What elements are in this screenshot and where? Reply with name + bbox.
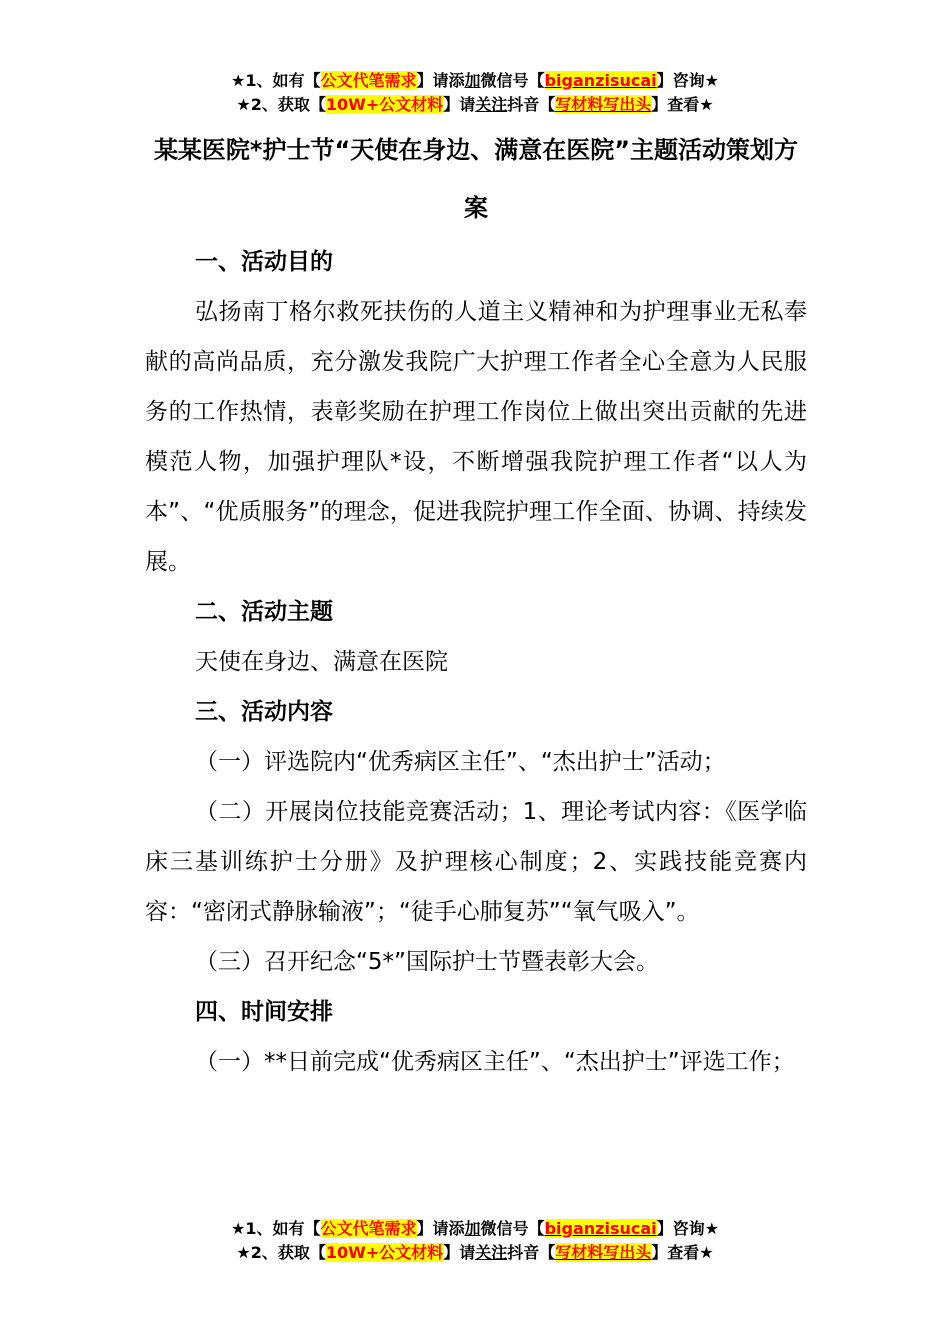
promo-line-2: [0, 1241, 950, 1265]
promo-highlight: 10W+公文材料: [325, 1243, 444, 1262]
promo-text: ★1、如有【: [231, 71, 321, 90]
promo-text: 】请添: [416, 71, 465, 90]
promo-text: ★1、如有【: [231, 1219, 321, 1238]
promo-text: ★2、获取【: [236, 95, 326, 114]
promo-line-1: [0, 1217, 950, 1241]
section-paragraph: 弘扬南丁格尔救死扶伤的人道主义精神和为护理事业无私奉献的高尚品质，充分激发我院广大护理工作者全心全意为人民服务的工作热情，表彰奖励在护理工作岗位上做出突出贡献的先进模范人物，加强护理队*设，不断增强我院护理工作者“以人为本”、“优质服务”的理念，促进我院护理工作全面、协调、持续发展。: [145, 299, 807, 575]
wechat-id: biganzisucai: [544, 71, 657, 90]
promo-underlined: 关注: [475, 1243, 508, 1262]
promo-text: 】请添: [416, 1219, 465, 1238]
promo-banner-bottom: [0, 1217, 950, 1265]
promo-text: ★2、获取【: [236, 1243, 326, 1262]
douyin-account: 写材料写出头: [555, 95, 652, 114]
promo-text: 】咨询★: [656, 1219, 719, 1238]
section-paragraph: 天使在身边、满意在医院: [195, 649, 448, 675]
section-heading: 二、活动主题: [195, 599, 333, 625]
promo-banner-top: [0, 69, 950, 117]
promo-underlined: 关注: [475, 95, 508, 114]
section-paragraph: （二）开展岗位技能竞赛活动；1、理论考试内容：《医学临床三基训练护士分册》及护理核心制度；2、实践技能竞赛内容：“密闭式静脉输液”；“徒手心肺复苏”“氧气吸入”。: [145, 799, 807, 925]
section-paragraph: （三）召开纪念“5*”国际护士节暨表彰大会。: [195, 949, 659, 975]
promo-text: 】咨询★: [656, 71, 719, 90]
wechat-id: biganzisucai: [544, 1219, 657, 1238]
section-paragraph: （一）评选院内“优秀病区主任”、“杰出护士”活动；: [195, 749, 726, 775]
promo-underlined: 加: [464, 71, 481, 90]
promo-line-1: [0, 69, 950, 93]
promo-text: 】查看★: [651, 1243, 714, 1262]
section-heading: 四、时间安排: [195, 999, 333, 1025]
promo-text: 抖音【: [507, 95, 556, 114]
promo-text: 】请: [443, 1243, 476, 1262]
promo-line-2: [0, 93, 950, 117]
promo-text: 抖音【: [507, 1243, 556, 1262]
section-heading: 三、活动内容: [195, 699, 333, 725]
promo-underlined: 加: [464, 1219, 481, 1238]
promo-text: 】请: [443, 95, 476, 114]
document-body: [145, 121, 807, 1087]
promo-highlight: 公文代笔需求: [320, 1219, 417, 1238]
section-heading: 一、活动目的: [195, 249, 333, 275]
promo-text: 微信号【: [480, 71, 545, 90]
promo-highlight: 公文代笔需求: [320, 71, 417, 90]
document-title: 某某医院*护士节“天使在身边、满意在医院”主题活动策划方案: [153, 136, 799, 222]
section-paragraph: （一）**日前完成“优秀病区主任”、“杰出护士”评选工作；: [195, 1049, 795, 1075]
douyin-account: 写材料写出头: [555, 1243, 652, 1262]
promo-text: 】查看★: [651, 95, 714, 114]
promo-highlight: 10W+公文材料: [325, 95, 444, 114]
promo-text: 微信号【: [480, 1219, 545, 1238]
